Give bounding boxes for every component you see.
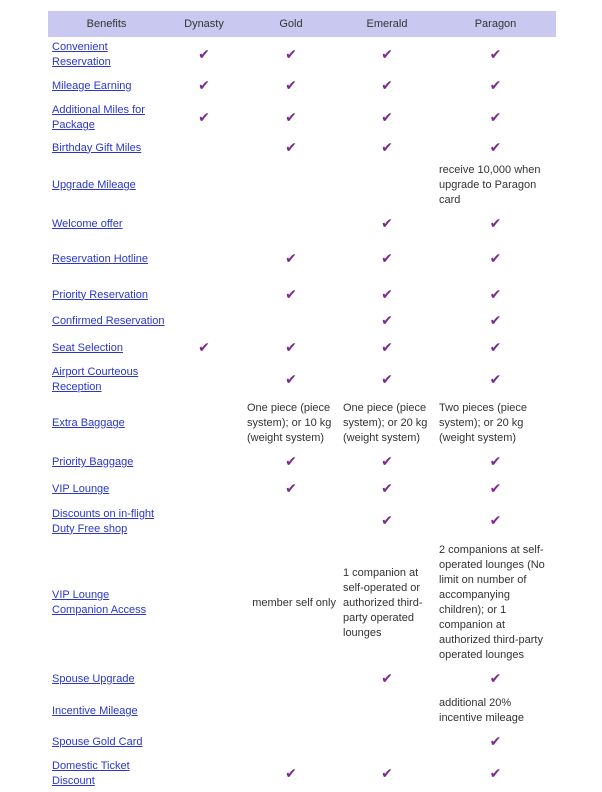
emerald-cell [339,693,435,729]
gold-cell [243,37,339,73]
check-icon: ✔ [489,138,502,155]
benefit-name-cell [48,398,165,449]
benefit-name-cell [48,308,165,335]
table-row [48,666,556,693]
check-icon: ✔ [381,77,393,93]
benefit-link[interactable]: Reservation Hotline [52,253,148,265]
check-icon: ✔ [381,214,393,231]
benefit-link[interactable]: VIP Lounge Companion Access [52,589,147,616]
gold-cell [243,503,339,540]
paragon-cell [435,666,556,693]
paragon-cell [435,476,556,503]
paragon-cell [435,398,556,449]
table-row [48,449,556,476]
emerald-cell [339,398,435,449]
gold-cell [243,100,339,136]
benefit-link[interactable]: Upgrade Mileage [52,179,136,191]
benefit-link[interactable]: Airport Courteous Reception [52,366,139,393]
check-icon: ✔ [489,108,502,125]
check-icon: ✔ [489,214,502,231]
dynasty-cell [165,335,243,362]
emerald-cell [339,756,435,792]
check-icon: ✔ [285,764,297,781]
benefit-link[interactable]: Welcome offer [52,217,123,230]
benefit-link[interactable]: Discounts on in-flight Duty Free shop [52,507,155,535]
gold-cell [243,362,339,398]
check-icon: ✔ [285,370,297,387]
benefit-name-cell [48,666,165,693]
benefit-link[interactable]: Additional Miles for Package [52,104,145,131]
table-row [48,398,556,449]
paragon-cell [435,693,556,729]
check-icon: ✔ [381,764,393,781]
check-icon: ✔ [285,480,297,496]
benefit-link[interactable]: Spouse Gold Card [52,736,143,748]
benefit-name-cell [48,37,165,73]
paragon-cell [435,540,556,666]
check-icon: ✔ [285,250,297,266]
benefit-link[interactable]: VIP Lounge [52,483,110,495]
benefits-rows [48,37,556,792]
dynasty-cell [165,503,243,540]
gold-cell [243,308,339,335]
check-icon: ✔ [489,764,502,781]
check-icon: ✔ [285,453,297,469]
check-icon: ✔ [381,108,393,125]
paragon-detail-text: 2 companions at self-operated lounges (No limit on number of accompanying children); or 1 companion at authorized third-party operated lounges [439,544,545,661]
paragon-cell [435,449,556,476]
gold-cell [243,282,339,308]
emerald-cell [339,540,435,666]
table-row [48,211,556,237]
paragon-cell [435,211,556,237]
table-row [48,540,556,666]
benefit-link[interactable]: Spouse Upgrade [52,673,135,685]
paragon-detail-text: additional 20% incentive mileage [439,697,524,724]
benefit-name-cell [48,160,165,211]
benefit-name-cell [48,136,165,160]
benefit-link[interactable]: Incentive Mileage [52,704,138,717]
dynasty-cell [165,666,243,693]
paragon-cell [435,100,556,136]
check-icon: ✔ [381,250,393,266]
benefit-name-cell [48,100,165,136]
benefit-name-cell [48,335,165,362]
table-row [48,100,556,136]
table-header-row [48,11,556,37]
check-icon: ✔ [285,77,297,93]
check-icon: ✔ [489,339,502,355]
check-icon: ✔ [381,339,393,355]
check-icon: ✔ [198,77,210,93]
benefit-link[interactable]: Priority Reservation [52,288,148,301]
dynasty-cell [165,398,243,449]
emerald-cell [339,449,435,476]
emerald-cell [339,308,435,335]
dynasty-cell [165,449,243,476]
paragon-cell [435,136,556,160]
check-icon: ✔ [489,77,502,93]
table-row [48,693,556,729]
paragon-cell [435,160,556,211]
dynasty-cell [165,136,243,160]
gold-cell [243,335,339,362]
table-row [48,335,556,362]
gold-cell [243,211,339,237]
check-icon: ✔ [198,108,210,125]
emerald-cell [339,160,435,211]
gold-cell [243,540,339,666]
check-icon: ✔ [489,670,502,686]
paragon-cell [435,362,556,398]
benefit-name-cell [48,237,165,282]
gold-cell [243,237,339,282]
benefit-name-cell [48,503,165,540]
gold-cell [243,693,339,729]
emerald-cell [339,335,435,362]
table-row [48,282,556,308]
table-row [48,73,556,100]
emerald-cell [339,729,435,756]
table-row [48,362,556,398]
benefit-name-cell [48,362,165,398]
benefit-name-cell [48,756,165,792]
table-row [48,503,556,540]
gold-cell [243,160,339,211]
benefits-table [48,11,556,792]
gold-cell [243,73,339,100]
benefit-link[interactable]: Mileage Earning [52,80,132,92]
header-dynasty: Dynasty [165,11,243,37]
table-row [48,756,556,792]
benefit-name-cell [48,476,165,503]
benefit-link[interactable]: Extra Baggage [52,417,125,429]
emerald-cell [339,362,435,398]
table-row [48,308,556,335]
table-row [48,237,556,282]
emerald-detail-text: 1 companion at self-operated or authorized third-party operated lounges [343,566,423,639]
gold-cell [243,756,339,792]
emerald-cell [339,476,435,503]
paragon-cell [435,729,556,756]
paragon-cell [435,237,556,282]
dynasty-cell [165,693,243,729]
header-benefits: Benefits [48,11,165,37]
check-icon: ✔ [489,45,502,62]
paragon-cell [435,756,556,792]
table-row [48,160,556,211]
dynasty-cell [165,100,243,136]
gold-cell [243,729,339,756]
paragon-cell [435,37,556,73]
dynasty-cell [165,73,243,100]
check-icon: ✔ [381,453,393,469]
gold-cell [243,666,339,693]
check-icon: ✔ [381,45,393,62]
benefit-link[interactable]: Birthday Gift Miles [52,141,142,154]
benefit-link[interactable]: Confirmed Reservation [52,315,165,327]
emerald-cell [339,136,435,160]
benefit-link[interactable]: Convenient Reservation [52,41,111,68]
dynasty-cell [165,476,243,503]
check-icon: ✔ [285,285,297,302]
table-row [48,136,556,160]
dynasty-cell [165,729,243,756]
emerald-cell [339,73,435,100]
check-icon: ✔ [198,45,210,62]
benefit-link[interactable]: Seat Selection [52,342,123,354]
table-row [48,729,556,756]
check-icon: ✔ [285,339,297,355]
check-icon: ✔ [489,512,502,528]
check-icon: ✔ [489,312,502,328]
benefit-name-cell [48,282,165,308]
paragon-detail-text: Two pieces (piece system); or 20 kg (weight system) [439,402,528,444]
check-icon: ✔ [381,480,393,496]
paragon-cell [435,73,556,100]
emerald-cell [339,666,435,693]
gold-cell [243,449,339,476]
paragon-cell [435,335,556,362]
check-icon: ✔ [489,733,502,749]
check-icon: ✔ [489,250,502,266]
check-icon: ✔ [285,45,297,62]
emerald-cell [339,37,435,73]
dynasty-cell [165,362,243,398]
check-icon: ✔ [198,339,210,355]
check-icon: ✔ [489,370,502,387]
paragon-cell [435,282,556,308]
header-gold: Gold [243,11,339,37]
gold-cell [243,398,339,449]
emerald-cell [339,503,435,540]
paragon-cell [435,308,556,335]
dynasty-cell [165,211,243,237]
check-icon: ✔ [381,670,393,686]
check-icon: ✔ [285,138,297,155]
gold-detail-text: One piece (piece system); or 10 kg (weight system) [247,402,332,444]
check-icon: ✔ [489,480,502,496]
dynasty-cell [165,282,243,308]
gold-cell [243,136,339,160]
check-icon: ✔ [381,512,393,528]
check-icon: ✔ [285,108,297,125]
check-icon: ✔ [489,453,502,469]
benefit-name-cell [48,211,165,237]
table-row [48,37,556,73]
check-icon: ✔ [381,138,393,155]
dynasty-cell [165,308,243,335]
benefit-name-cell [48,449,165,476]
table-row [48,476,556,503]
check-icon: ✔ [381,285,393,302]
paragon-cell [435,503,556,540]
benefit-link[interactable]: Domestic Ticket Discount [52,760,130,787]
check-icon: ✔ [381,312,393,328]
paragon-detail-text: receive 10,000 when upgrade to Paragon card [439,164,541,206]
dynasty-cell [165,756,243,792]
dynasty-cell [165,37,243,73]
dynasty-cell [165,160,243,211]
gold-detail-text: member self only [252,596,336,609]
benefit-link[interactable]: Priority Baggage [52,456,134,468]
header-paragon: Paragon [435,11,556,37]
check-icon: ✔ [489,285,502,302]
emerald-cell [339,237,435,282]
benefit-name-cell [48,73,165,100]
header-emerald: Emerald [339,11,435,37]
gold-cell [243,476,339,503]
emerald-cell [339,282,435,308]
dynasty-cell [165,237,243,282]
check-icon: ✔ [381,370,393,387]
benefit-name-cell [48,729,165,756]
emerald-cell [339,211,435,237]
benefit-name-cell [48,540,165,666]
emerald-detail-text: One piece (piece system); or 20 kg (weight system) [343,402,428,444]
emerald-cell [339,100,435,136]
dynasty-cell [165,540,243,666]
benefit-name-cell [48,693,165,729]
